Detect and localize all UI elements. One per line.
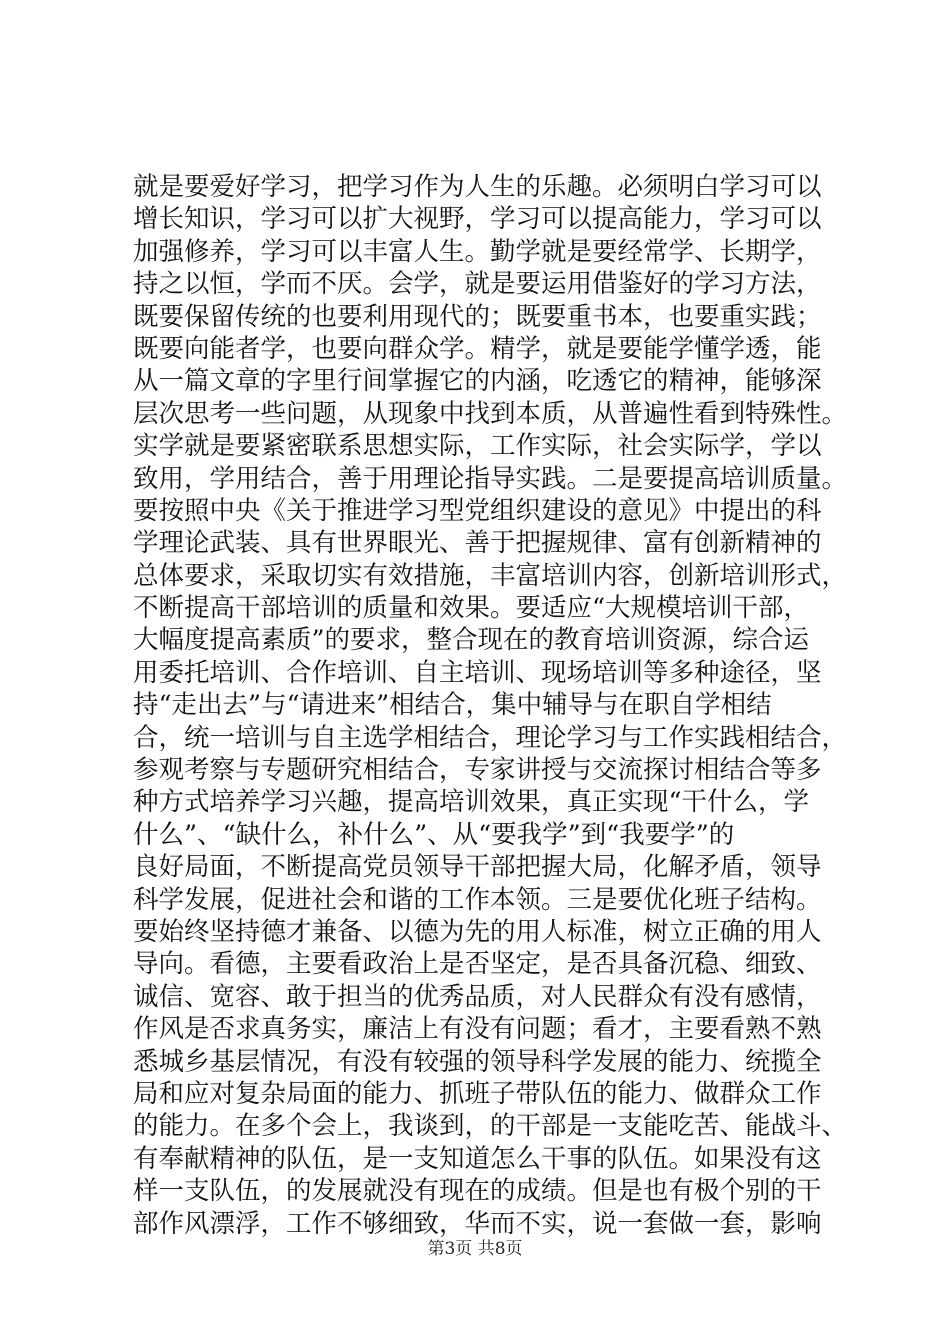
text-line: 既要向能者学，也要向群众学。精学，就是要能学懂学透，能 (133, 333, 822, 364)
text-line: 要按照中央《关于推进学习型党组织建设的意见》中提出的科 (133, 495, 822, 526)
text-line: 科学发展，促进社会和谐的工作本领。三是要优化班子结构。 (133, 884, 822, 915)
text-line: 种方式培养学习兴趣，提高培训效果，真正实现“干什么，学 (133, 787, 810, 818)
text-line: 总体要求，采取切实有效措施，丰富培训内容，创新培训形式， (133, 560, 848, 591)
text-line: 参观考察与专题研究相结合，专家讲授与交流探讨相结合等多 (133, 755, 822, 786)
text-line: 合，统一培训与自主选学相结合，理论学习与工作实践相结合， (133, 722, 848, 753)
text-line: 悉城乡基层情况，有没有较强的领导科学发展的能力、统揽全 (133, 1046, 822, 1077)
text-line: 实学就是要紧密联系思想实际，工作实际，社会实际学，学以 (133, 431, 822, 462)
body-text (133, 171, 853, 1240)
text-line: 学理论武装、具有世界眼光、善于把握规律、富有创新精神的 (133, 528, 822, 559)
text-line: 诚信、宽容、敢于担当的优秀品质，对人民群众有没有感情， (133, 981, 822, 1012)
text-line: 从一篇文章的字里行间掌握它的内涵，吃透它的精神，能够深 (133, 366, 822, 397)
text-line: 持“走出去”与“请进来”相结合，集中辅导与在职自学相结 (133, 690, 772, 721)
text-line: 致用，学用结合，善于用理论指导实践。二是要提高培训质量。 (133, 463, 848, 494)
text-line: 层次思考一些问题，从现象中找到本质，从普遍性看到特殊性。 (133, 398, 848, 429)
text-line: 局和应对复杂局面的能力、抓班子带队伍的能力、做群众工作 (133, 1078, 822, 1109)
text-line: 加强修养，学习可以丰富人生。勤学就是要经常学、长期学， (133, 236, 822, 267)
page-footer: 第3页 共8页 (427, 1239, 523, 1259)
text-line: 样一支队伍，的发展就没有现在的成绩。但是也有极个别的干 (133, 1176, 822, 1207)
text-line: 部作风漂浮，工作不够细致，华而不实，说一套做一套，影响 (133, 1208, 822, 1239)
text-line: 持之以恒，学而不厌。会学，就是要运用借鉴好的学习方法， (133, 269, 822, 300)
text-line: 既要保留传统的也要利用现代的；既要重书本，也要重实践； (133, 301, 822, 332)
text-line: 不断提高干部培训的质量和效果。要适应“大规模培训干部， (133, 593, 810, 624)
text-line: 用委托培训、合作培训、自主培训、现场培训等多种途径，坚 (133, 657, 822, 688)
text-line: 作风是否求真务实，廉洁上有没有问题；看才，主要看熟不熟 (133, 1014, 822, 1045)
text-line: 要始终坚持德才兼备、以德为先的用人标准，树立正确的用人 (133, 916, 822, 947)
text-line: 良好局面，不断提高党员领导干部把握大局，化解矛盾，领导 (133, 852, 822, 883)
text-line: 增长知识，学习可以扩大视野，学习可以提高能力，学习可以 (133, 204, 822, 235)
text-line: 什么”、“缺什么，补什么”、从“要我学”到“我要学”的 (133, 819, 735, 850)
text-line: 大幅度提高素质”的要求，整合现在的教育培训资源，综合运 (133, 625, 810, 656)
text-line: 导向。看德，主要看政治上是否坚定，是否具备沉稳、细致、 (133, 949, 822, 980)
text-line: 的能力。在多个会上，我谈到，的干部是一支能吃苦、能战斗、 (133, 1111, 848, 1142)
text-line: 就是要爱好学习，把学习作为人生的乐趣。必须明白学习可以 (133, 172, 822, 202)
text-line: 有奉献精神的队伍，是一支知道怎么干事的队伍。如果没有这 (133, 1143, 822, 1174)
